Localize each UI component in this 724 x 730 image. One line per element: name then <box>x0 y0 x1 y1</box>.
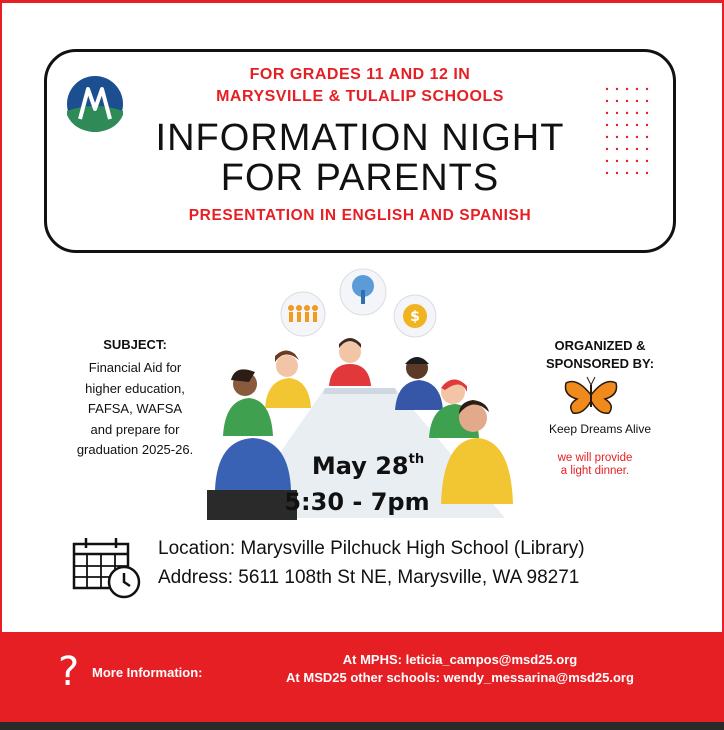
subject-description <box>56 358 214 461</box>
event-date-suffix: th <box>408 452 425 467</box>
butterfly-icon <box>563 375 619 417</box>
subject-line: and prepare for <box>90 421 180 437</box>
sponsor-heading-line: ORGANIZED & <box>554 338 646 353</box>
contact-msd25[interactable]: At MSD25 other schools: wendy_messarina@msd25.org <box>286 670 634 685</box>
page-title-line-2: FOR PARENTS <box>220 157 500 199</box>
event-location: Location: Marysville Pilchuck High School (Library) <box>158 538 585 559</box>
contact-mphs[interactable]: At MPHS: leticia_campos@msd25.org <box>342 652 578 667</box>
question-mark-icon: ? <box>58 649 80 695</box>
tree-bubble-icon <box>340 269 386 315</box>
sponsor-heading-line: SPONSORED BY: <box>545 356 655 371</box>
event-time: 5:30 - 7pm <box>284 488 430 516</box>
event-date-text: May 28 <box>311 452 409 480</box>
subject-line: Financial Aid for <box>88 360 182 375</box>
event-address: Address: 5611 108th St NE, Marysville, WA 98271 <box>158 567 580 588</box>
sponsor-heading <box>520 337 680 373</box>
coin-bubble-icon <box>394 295 436 337</box>
bottom-border <box>0 722 724 730</box>
grades-line-2: MARYSVILLE & TULALIP SCHOOLS <box>216 88 504 105</box>
subject-line: FAFSA, WAFSA <box>87 401 183 416</box>
svg-text:$: $ <box>410 309 420 325</box>
event-date <box>268 452 468 480</box>
dinner-note <box>530 452 660 478</box>
subject-heading: SUBJECT: <box>103 337 167 352</box>
subject-line: graduation 2025-26. <box>76 442 194 457</box>
grades-line-1: FOR GRADES 11 AND 12 IN <box>249 66 471 83</box>
dinner-note-line: we will provide <box>557 452 633 464</box>
calendar-icon <box>72 538 142 600</box>
more-info-label: More Information: <box>92 665 203 680</box>
people-bubble-icon <box>281 292 325 336</box>
sponsor-name: Keep Dreams Alive <box>548 422 652 436</box>
decorative-dot-grid <box>604 86 654 176</box>
dinner-note-line: a light dinner. <box>560 465 630 477</box>
subject-line: higher education, <box>85 380 185 396</box>
page-title-line-1: INFORMATION NIGHT <box>155 117 565 159</box>
presentation-language: PRESENTATION IN ENGLISH AND SPANISH <box>188 207 532 224</box>
